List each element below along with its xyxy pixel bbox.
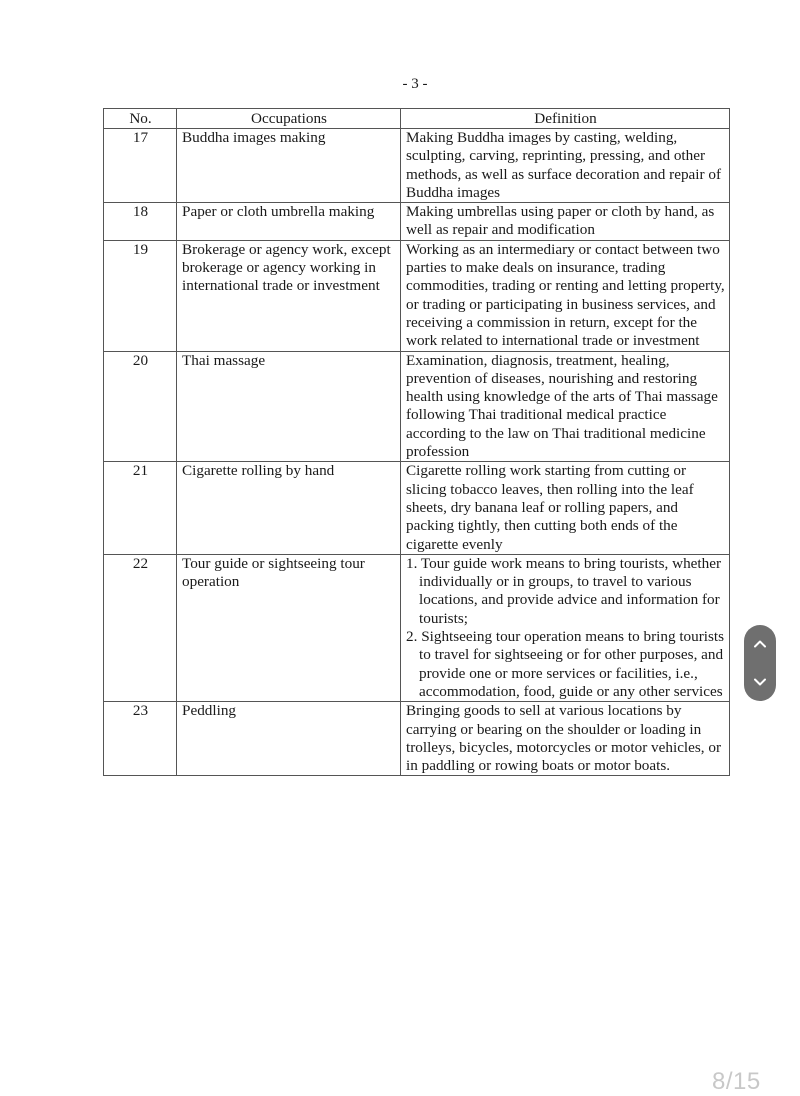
table-row bbox=[104, 240, 730, 351]
occupation-cell: Peddling bbox=[177, 702, 401, 776]
definition-list-item: 1. Tour guide work means to bring tourists, whether individually or in groups, to travel to various locations, and provide advice and information for tourists; bbox=[406, 554, 722, 627]
row-number: 17 bbox=[104, 129, 177, 203]
definition-cell: Making Buddha images by casting, welding, sculpting, carving, reprinting, pressing, and other methods, as well as surface decoration and repair of Buddha images bbox=[401, 129, 730, 203]
occupation-cell: Tour guide or sightseeing tour operation bbox=[177, 554, 401, 701]
table-row bbox=[104, 554, 730, 701]
occupation-cell: Brokerage or agency work, except brokerage or agency working in international trade or investment bbox=[177, 240, 401, 351]
chevron-down-icon bbox=[752, 674, 768, 690]
table-row bbox=[104, 462, 730, 554]
column-header-occupations: Occupations bbox=[177, 109, 401, 129]
next-page-button[interactable] bbox=[744, 663, 776, 701]
definition-cell bbox=[401, 554, 730, 701]
occupation-cell: Thai massage bbox=[177, 351, 401, 462]
table-row bbox=[104, 351, 730, 462]
definition-cell: Bringing goods to sell at various locations by carrying or bearing on the shoulder or loading in trolleys, bicycles, motorcycles or motor vehicles, or in paddling or rowing boats or motor boats. bbox=[401, 702, 730, 776]
page-nav-control bbox=[744, 625, 776, 701]
row-number: 19 bbox=[104, 240, 177, 351]
occupation-cell: Cigarette rolling by hand bbox=[177, 462, 401, 554]
table-row bbox=[104, 129, 730, 203]
definition-list-item: 2. Sightseeing tour operation means to bring tourists to travel for sightseeing or for other purposes, and provide one or more services or facilities, i.e., accommodation, food, guide or any other services bbox=[406, 628, 725, 700]
column-header-no: No. bbox=[104, 109, 177, 129]
definition-cell: Cigarette rolling work starting from cutting or slicing tobacco leaves, then rolling into the leaf sheets, dry banana leaf or rolling papers, and packing tightly, then cutting both ends of the cigarette evenly bbox=[401, 462, 730, 554]
row-number: 18 bbox=[104, 203, 177, 241]
table-header-row bbox=[104, 109, 730, 129]
occupation-cell: Paper or cloth umbrella making bbox=[177, 203, 401, 241]
occupation-cell: Buddha images making bbox=[177, 129, 401, 203]
page-number: - 3 - bbox=[402, 76, 428, 92]
chevron-up-icon bbox=[752, 636, 768, 652]
row-number: 22 bbox=[104, 554, 177, 701]
row-number: 20 bbox=[104, 351, 177, 462]
row-number: 23 bbox=[104, 702, 177, 776]
row-number: 21 bbox=[104, 462, 177, 554]
column-header-definition: Definition bbox=[401, 109, 730, 129]
table-row bbox=[104, 203, 730, 241]
definition-cell: Working as an intermediary or contact between two parties to make deals on insurance, trading commodities, trading or renting and letting property, or trading or participating in business services, and receiving a commission in return, except for the work related to international trade or investment bbox=[401, 240, 730, 351]
definition-cell: Making umbrellas using paper or cloth by hand, as well as repair and modification bbox=[401, 203, 730, 241]
occupations-table bbox=[103, 108, 730, 776]
definition-cell: Examination, diagnosis, treatment, healing, prevention of diseases, nourishing and restoring health using knowledge of the arts of Thai massage following Thai traditional medical practice according to the law on Thai traditional medicine profession bbox=[401, 351, 730, 462]
page-counter: 8/15 bbox=[712, 1068, 761, 1095]
previous-page-button[interactable] bbox=[744, 625, 776, 663]
table-row bbox=[104, 702, 730, 776]
